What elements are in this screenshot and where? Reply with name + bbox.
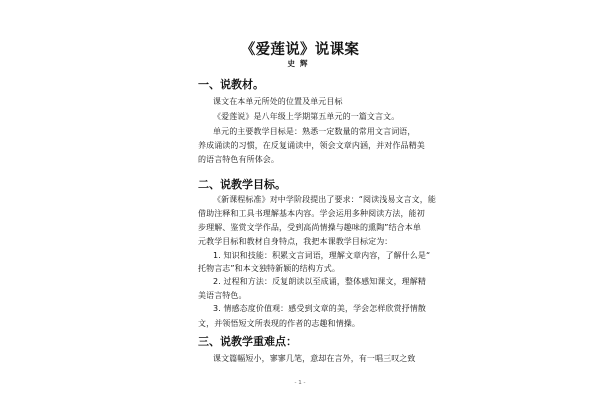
paragraph-line: 步理解、鉴赏文学作品，受到高尚情操与趣味的熏陶”结合本单 (198, 223, 421, 232)
paragraph-line: 课文在本单元所处的位置及单元目标 (213, 97, 343, 106)
paragraph-line: 2. 过程和方法：反复朗读以至成诵，整体感知课文，理解精 (213, 277, 426, 286)
paragraph-line: 1. 知识和技能：积累文言词语，理解文章内容，了解什么是“ (213, 251, 431, 260)
paragraph-line: 《爱莲说》是八年级上学期第五单元的一篇文言文。 (213, 112, 400, 121)
section-heading-key-points: 三、说教学重难点： (198, 335, 297, 348)
paragraph-line: 养成诵读的习惯，在反复诵读中，领会文章内涵，并对作品精美 (198, 141, 425, 150)
document-title: 《爱莲说》说课案 (240, 42, 360, 58)
section-heading-teaching-material: 一、说教材。 (198, 78, 264, 91)
page-number: - 1 - (294, 380, 306, 386)
paragraph-line: 的语言特色有所体会。 (198, 155, 279, 164)
paragraph-line: 美语言特色。 (198, 291, 247, 300)
paragraph-line: 元教学目标和教材自身特点，我把本课教学目标定为： (198, 237, 393, 246)
paragraph-line: 课文篇幅短小，寥寥几笔，意却在言外，有一唱三叹之致 (213, 354, 416, 363)
section-heading-teaching-goals: 二、说教学目标。 (198, 178, 286, 191)
paragraph-line: 《新课程标准》对中学阶段提出了要求：“阅读浅易文言文，能 (213, 195, 436, 204)
paragraph-line: 3. 情感态度价值观：感受到文章的美，学会怎样欣赏抒情散 (213, 304, 426, 313)
paragraph-line: 借助注释和工具书理解基本内容。学会运用多种阅读方法，能初 (198, 209, 425, 218)
paragraph-line: 文，并领悟短文所表现的作者的志趣和情操。 (198, 319, 360, 328)
paragraph-line: 托物言志”和本文独特新颖的结构方式。 (198, 264, 340, 273)
paragraph-line: 单元的主要教学目标是：熟悉一定数量的常用文言词语， (213, 127, 416, 136)
document-author: 史辉 (287, 59, 313, 68)
